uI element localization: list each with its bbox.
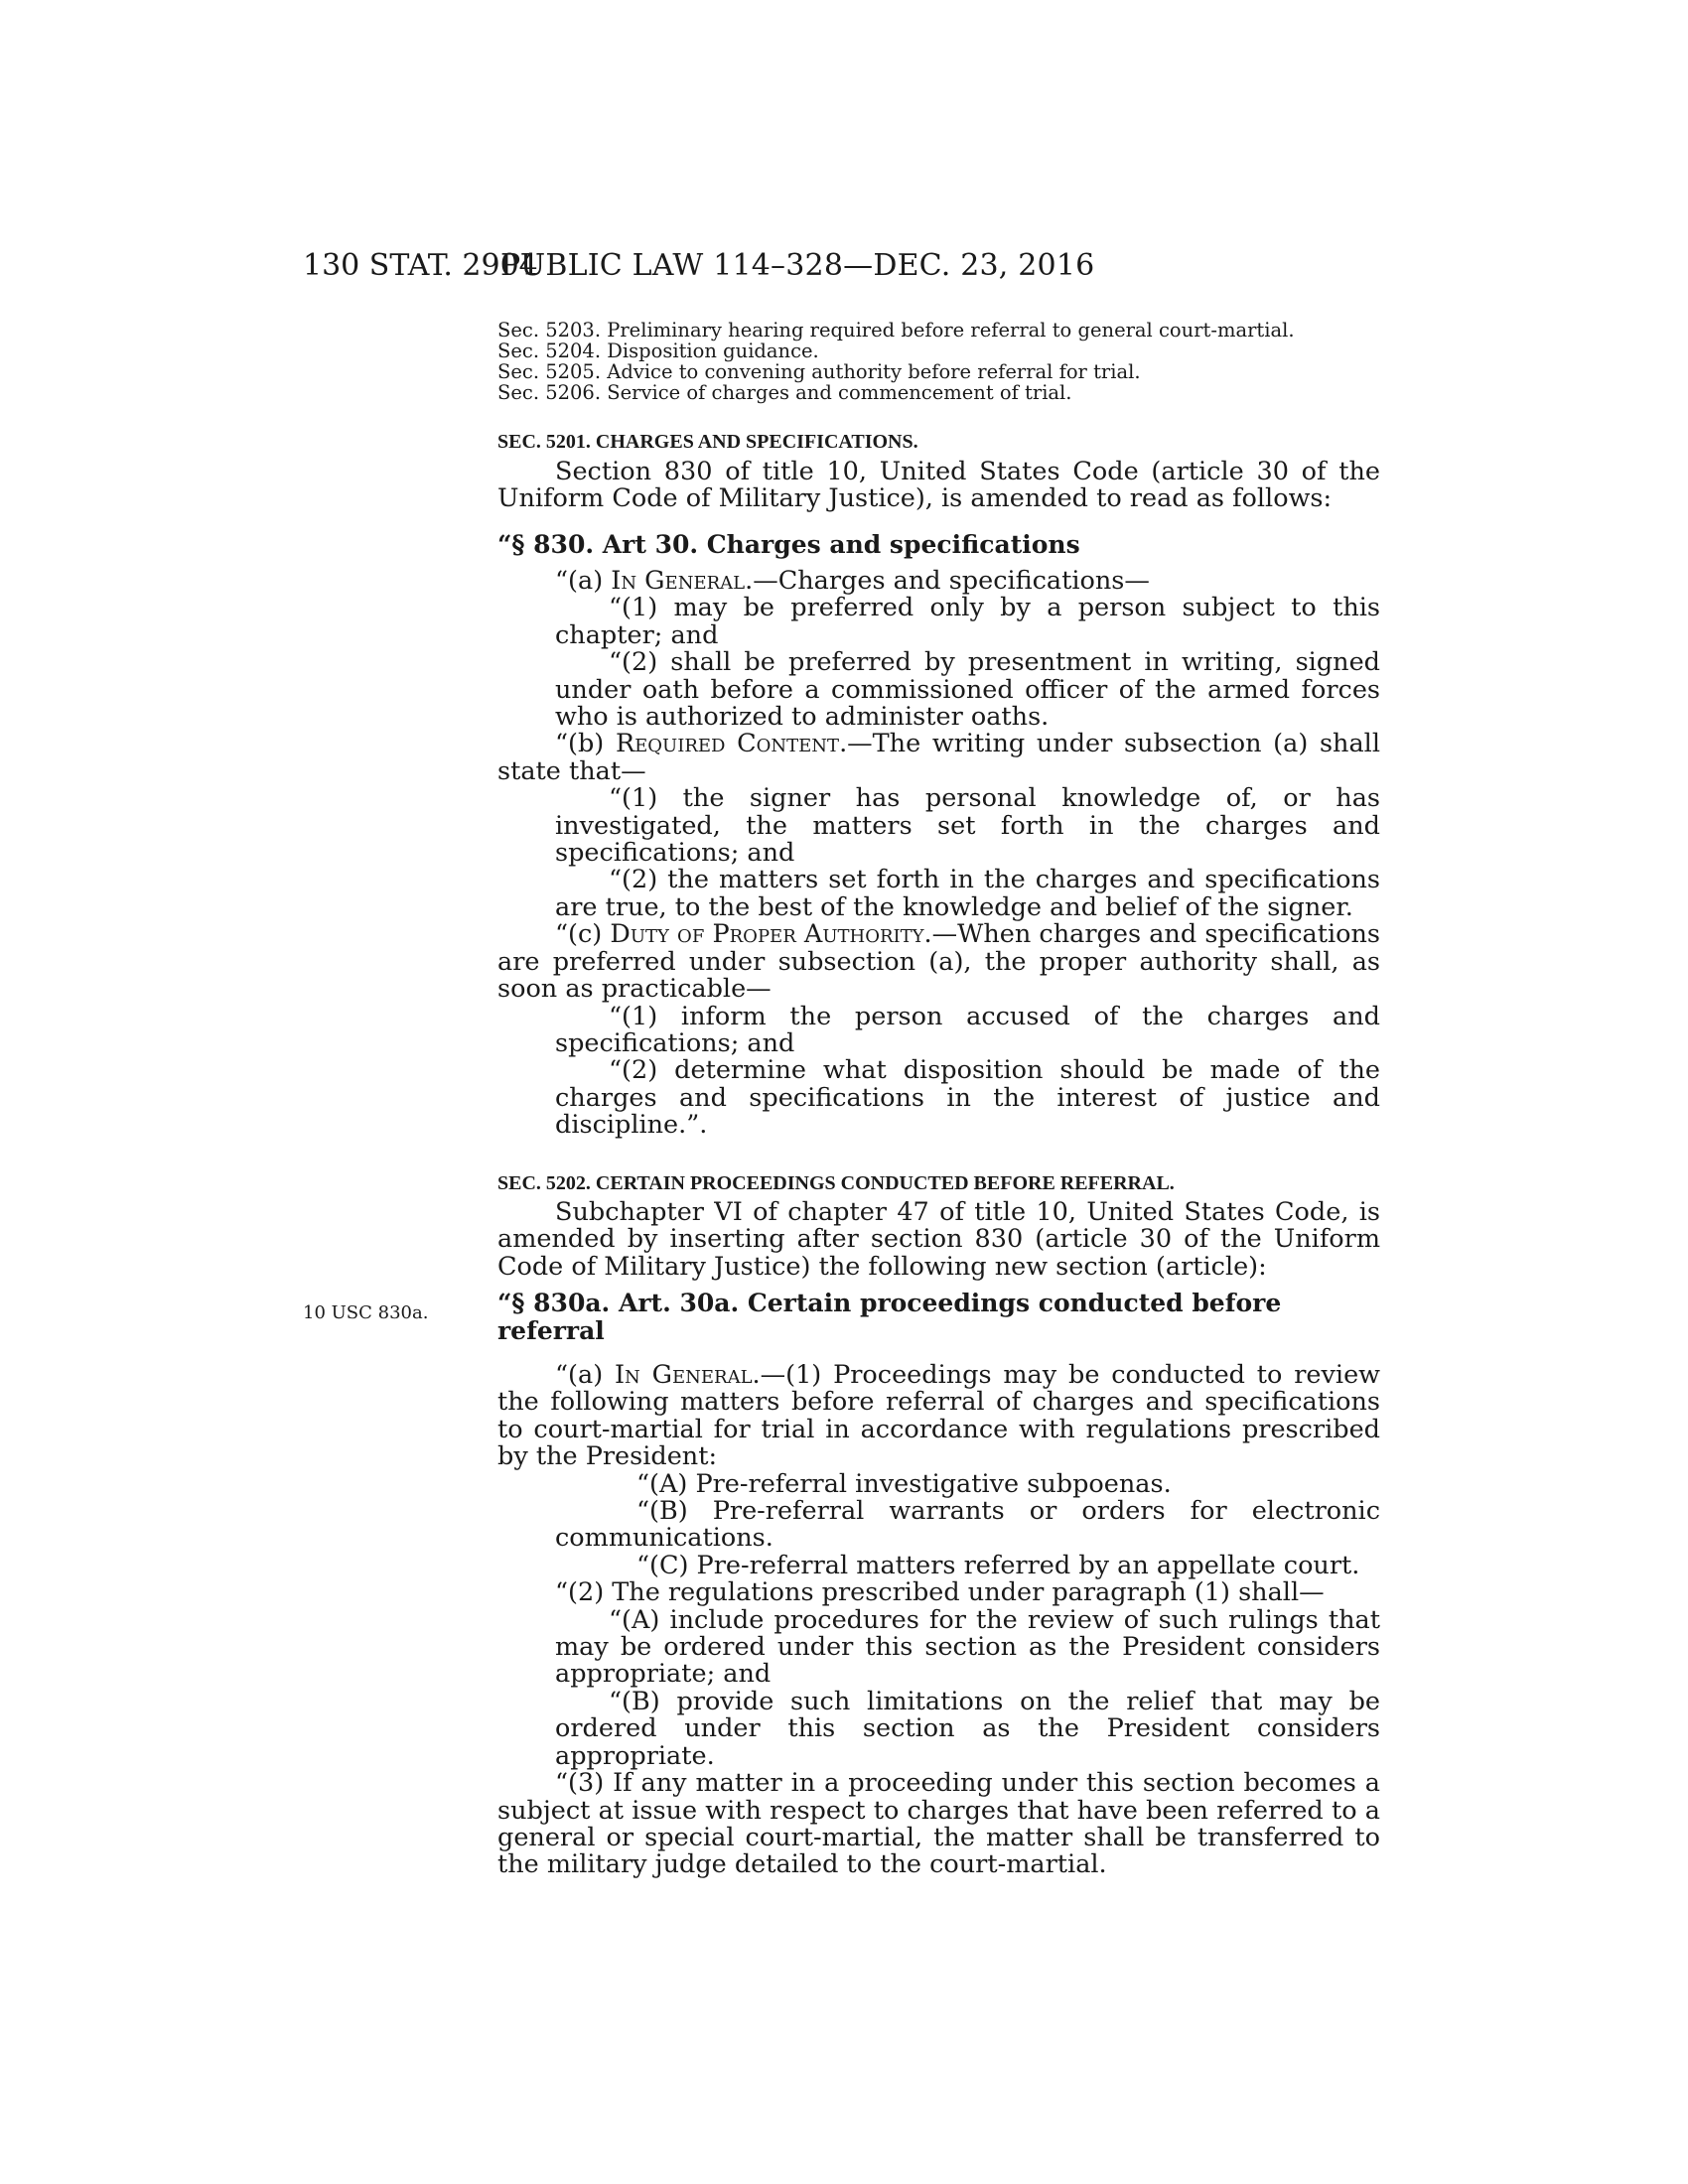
section-5202-intro: Subchapter VI of chapter 47 of title 10, United States Code, is amended by inserting after section 830 (article 30 of the Uniform Code of Military Justice) the following new section (article):	[497, 1197, 1380, 1282]
subsection-a	[497, 568, 1380, 595]
subsection-c	[497, 921, 1380, 1003]
paragraph-b1: “(1) the signer has personal knowledge of, or has investigated, the matters set forth in the charges and specifications; and	[555, 783, 1380, 869]
text: .—When charges and specifications are preferred under subsection (a), the proper authority shall, as soon as practicable—	[497, 919, 1381, 1005]
subparagraph-2B: “(B) provide such limitations on the relief that may be ordered under this section as the President considers appropriate.	[555, 1686, 1380, 1771]
label: “(b)	[555, 729, 616, 759]
section-heading-5201: SEC. 5201. CHARGES AND SPECIFICATIONS.	[497, 431, 918, 453]
paragraph-3: “(3) If any matter in a proceeding under this section becomes a subject at issue with respect to charges that have been referred to a general or special court-martial, the matter shall be transferred to the military judge detailed to the court-martial.	[497, 1768, 1380, 1880]
toc-item: Sec. 5206. Service of charges and commencement of trial.	[497, 381, 1072, 404]
label: “(a)	[555, 566, 612, 596]
subsection-a	[497, 1362, 1380, 1471]
paragraph-2: “(2) The regulations prescribed under paragraph (1) shall—	[555, 1577, 1325, 1608]
label: “(c)	[555, 919, 611, 950]
section-heading-5202: SEC. 5202. CERTAIN PROCEEDINGS CONDUCTED BEFORE REFERRAL.	[497, 1172, 1175, 1194]
subsection-heading: In General	[614, 1360, 753, 1390]
statute-page-number: 130 STAT. 2904	[303, 248, 538, 283]
toc-item: Sec. 5203. Preliminary hearing required before referral to general court-martial.	[497, 319, 1295, 341]
section-5201-intro: Section 830 of title 10, United States Code (article 30 of the Uniform Code of Military Justice), is amended to read as follows:	[497, 457, 1380, 514]
subparagraph-2A: “(A) include procedures for the review of such rulings that may be ordered under this section as the President considers appropriate; and	[555, 1604, 1380, 1690]
paragraph-a1: “(1) may be preferred only by a person subject to this chapter; and	[555, 593, 1380, 650]
running-header: PUBLIC LAW 114–328—DEC. 23, 2016	[500, 248, 1095, 283]
article-830-body	[497, 568, 1380, 1140]
subparagraph-C: “(C) Pre-referral matters referred by an appellate court.	[636, 1550, 1360, 1580]
subparagraph-A: “(A) Pre-referral investigative subpoenas.	[636, 1468, 1172, 1499]
toc-item: Sec. 5205. Advice to convening authority before referral for trial.	[497, 360, 1141, 383]
text: .—Charges and specifications—	[745, 566, 1150, 596]
text: .—The writing under subsection (a) shall state that—	[497, 729, 1380, 786]
paragraph-c2: “(2) determine what disposition should be made of the charges and specifications in the interest of justice and discipline.”.	[555, 1055, 1380, 1141]
article-830a-title: “§ 830a. Art. 30a. Certain proceedings conducted before referral	[497, 1289, 1282, 1345]
paragraph-c1: “(1) inform the person accused of the charges and specifications; and	[555, 1001, 1380, 1058]
article-830a-body	[497, 1362, 1380, 1879]
article-830-title: “§ 830. Art 30. Charges and specifications	[497, 530, 1080, 559]
table-of-contents	[497, 320, 1380, 403]
paragraph-a2: “(2) shall be preferred by presentment in writing, signed under oath before a commissioned officer of the armed forces who is authorized to administer oaths.	[555, 647, 1380, 733]
paragraph-b2: “(2) the matters set forth in the charges and specifications are true, to the best of the knowledge and belief of the signer.	[555, 865, 1380, 922]
subsection-heading: In General	[611, 566, 746, 596]
text: .—(1) Proceedings may be conducted to review the following matters before referral of charges and specifications to court-martial for trial in accordance with regulations prescribed by the President:	[497, 1360, 1380, 1472]
subsection-heading: Required Content	[615, 729, 840, 759]
margin-citation: 10 USC 830a.	[303, 1302, 429, 1323]
toc-item: Sec. 5204. Disposition guidance.	[497, 340, 819, 362]
subsection-heading: Duty of Proper Authority	[610, 919, 924, 950]
subparagraph-B: “(B) Pre-referral warrants or orders for electronic communications.	[555, 1496, 1380, 1554]
label: “(a)	[555, 1360, 615, 1390]
subsection-b	[497, 731, 1380, 785]
